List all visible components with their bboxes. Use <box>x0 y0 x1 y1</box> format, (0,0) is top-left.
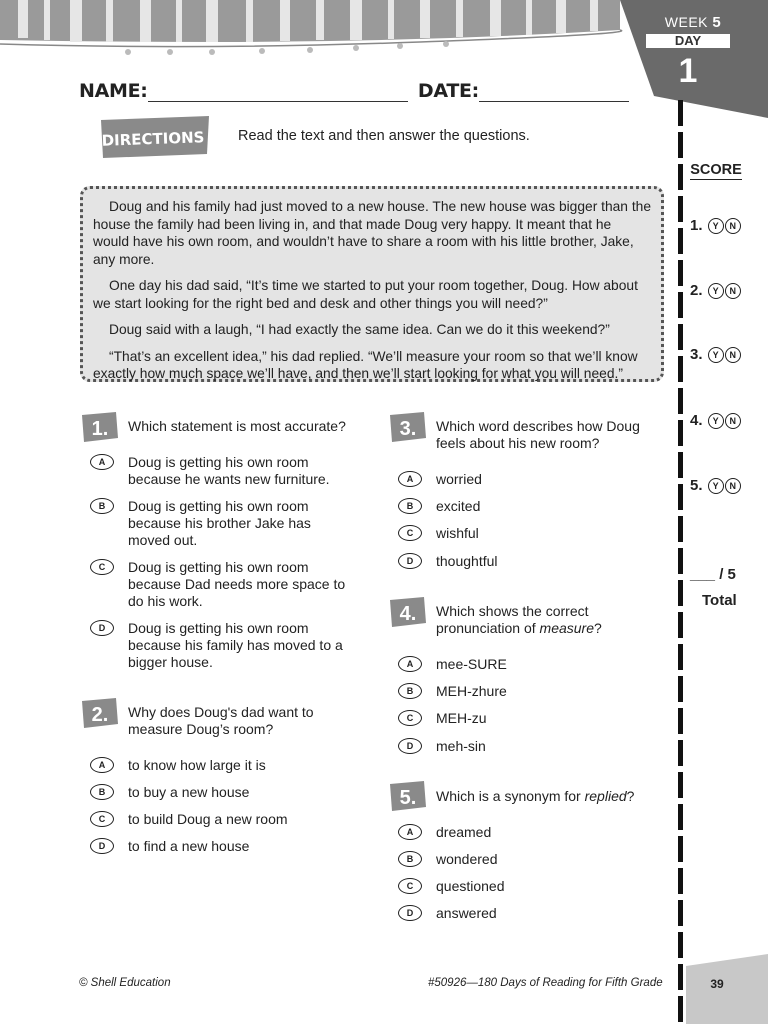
no-bubble[interactable]: N <box>725 478 741 494</box>
week-label: WEEK 5 <box>664 14 722 31</box>
option-text: mee-SURE <box>436 656 507 672</box>
score-row: 5. Y N <box>690 477 741 494</box>
question-number: 1. <box>91 418 109 440</box>
question-number-badge <box>80 412 120 442</box>
question-1-text: Which statement is most accurate? <box>128 418 346 434</box>
directions-tag-text: DIRECTIONS <box>101 128 205 150</box>
question-number-badge <box>80 698 120 728</box>
option-text: MEH-zu <box>436 710 487 726</box>
option-text: wishful <box>436 525 479 541</box>
option-bubble-d[interactable]: D <box>90 838 114 854</box>
no-bubble[interactable]: N <box>725 218 741 234</box>
book-title: #50926—180 Days of Reading for Fifth Grade <box>428 977 663 989</box>
question-number: 5. <box>399 787 417 809</box>
option-bubble-a[interactable]: A <box>90 757 114 773</box>
no-bubble[interactable]: N <box>725 413 741 429</box>
question-4-text: Which shows the correct pronunciation of measure? <box>436 603 602 636</box>
question-2-text: Why does Doug's dad want to measure Doug’s room? <box>128 704 314 737</box>
option-bubble-d[interactable]: D <box>398 553 422 569</box>
name-date-row <box>79 80 629 102</box>
option-bubble-b[interactable]: B <box>90 498 114 514</box>
option-bubble-d[interactable]: D <box>90 620 114 636</box>
yes-bubble[interactable]: Y <box>708 347 724 363</box>
date-field[interactable] <box>479 83 629 102</box>
publisher-credit: © Shell Education <box>79 977 171 989</box>
total-score-line[interactable]: ___ / 5 <box>690 566 736 583</box>
score-row: 3. Y N <box>690 346 741 363</box>
option-text: excited <box>436 498 481 514</box>
day-number: 1 <box>678 52 698 90</box>
question-number: 2. <box>91 704 109 726</box>
option-text: dreamed <box>436 824 492 840</box>
option-text: to buy a new house <box>128 784 250 800</box>
question-number-badge <box>388 781 428 811</box>
option-bubble-d[interactable]: D <box>398 738 422 754</box>
day-label: DAY <box>646 34 730 48</box>
passage-paragraph: Doug said with a laugh, “I had exactly the same idea. Can we do it this weekend?” <box>109 322 610 337</box>
name-label: NAME: <box>79 80 148 102</box>
name-field[interactable] <box>148 83 408 102</box>
option-text: Doug is getting his own room because he wants new furniture. <box>128 454 330 487</box>
option-bubble-c[interactable]: C <box>398 525 422 541</box>
passage-paragraph: “That’s an excellent idea,” his dad replied. “We’ll measure your room so that we’ll know exactly how much space we’ll have, and then we’ll start looking for what you will need.” <box>93 348 638 381</box>
option-bubble-a[interactable]: A <box>398 471 422 487</box>
no-bubble[interactable]: N <box>725 283 741 299</box>
option-text: wondered <box>436 851 498 867</box>
question-number: 3. <box>399 418 417 440</box>
option-text: Doug is getting his own room because Dad needs more space to do his work. <box>128 559 346 609</box>
score-row: 1. Y N <box>690 217 741 234</box>
option-bubble-b[interactable]: B <box>398 683 422 699</box>
option-text: answered <box>436 905 497 921</box>
score-heading: SCORE <box>690 162 742 178</box>
option-bubble-c[interactable]: C <box>398 710 422 726</box>
date-label: DATE: <box>417 80 479 102</box>
passage-paragraph: Doug and his family had just moved to a new house. The new house was bigger than the house the family had been living in, and that made Doug very happy. It meant that he would have his own room, and wouldn’t have to share a room with his little brother, Jake, any more. <box>93 199 651 267</box>
option-text: MEH-zhure <box>436 683 507 699</box>
question-3-text: Which word describes how Doug feels about his new room? <box>436 418 640 451</box>
option-bubble-a[interactable]: A <box>398 824 422 840</box>
yes-bubble[interactable]: Y <box>708 218 724 234</box>
page-number: 39 <box>710 977 724 991</box>
option-bubble-c[interactable]: C <box>90 811 114 827</box>
option-text: to find a new house <box>128 838 250 854</box>
question-number-badge <box>388 412 428 442</box>
directions-tag <box>97 114 212 160</box>
total-label: Total <box>702 592 737 609</box>
yes-bubble[interactable]: Y <box>708 283 724 299</box>
score-divider <box>678 100 683 1024</box>
option-text: Doug is getting his own room because his family has moved to a bigger house. <box>128 620 343 670</box>
yes-bubble[interactable]: Y <box>708 413 724 429</box>
yes-bubble[interactable]: Y <box>708 478 724 494</box>
score-row: 2. Y N <box>690 282 741 299</box>
option-bubble-c[interactable]: C <box>90 559 114 575</box>
reading-passage <box>80 186 664 382</box>
option-bubble-b[interactable]: B <box>398 851 422 867</box>
option-bubble-d[interactable]: D <box>398 905 422 921</box>
option-text: meh-sin <box>436 738 486 754</box>
option-bubble-b[interactable]: B <box>90 784 114 800</box>
option-bubble-a[interactable]: A <box>398 656 422 672</box>
directions-text: Read the text and then answer the questions. <box>238 128 530 144</box>
question-5-text: Which is a synonym for replied? <box>436 788 635 804</box>
question-number-badge <box>388 597 428 627</box>
option-text: to build Doug a new room <box>128 811 288 827</box>
option-text: questioned <box>436 878 505 894</box>
no-bubble[interactable]: N <box>725 347 741 363</box>
option-text: thoughtful <box>436 553 498 569</box>
option-bubble-c[interactable]: C <box>398 878 422 894</box>
question-number: 4. <box>399 603 417 625</box>
option-text: to know how large it is <box>128 757 266 773</box>
option-bubble-a[interactable]: A <box>90 454 114 470</box>
passage-paragraph: One day his dad said, “It’s time we started to put your room together, Doug. How about we start looking for the right bed and desk and other things you will need?” <box>93 278 638 311</box>
option-bubble-b[interactable]: B <box>398 498 422 514</box>
score-row: 4. Y N <box>690 412 741 429</box>
option-text: worried <box>436 471 482 487</box>
option-text: Doug is getting his own room because his brother Jake has moved out. <box>128 498 311 548</box>
